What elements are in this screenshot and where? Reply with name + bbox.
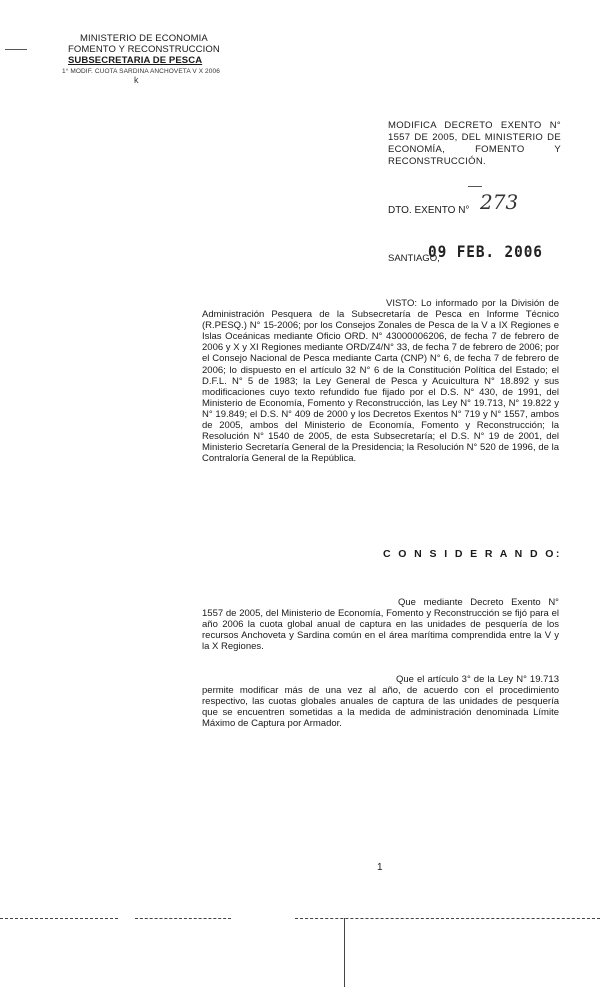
number-overline (468, 186, 482, 187)
header-ministry: MINISTERIO DE ECONOMIA (80, 33, 208, 44)
page-number: 1 (377, 862, 383, 873)
decree-number: 273 (480, 190, 519, 214)
scan-edge-line (295, 918, 600, 919)
scan-edge-line (0, 918, 118, 919)
handwritten-mark: k (134, 75, 139, 85)
margin-mark (5, 49, 27, 50)
header-subsecretaria: SUBSECRETARIA DE PESCA (68, 55, 203, 66)
scan-edge-line (135, 918, 231, 919)
decree-label: DTO. EXENTO N° (388, 205, 470, 216)
decree-subject: MODIFICA DECRETO EXENTO N° 1557 DE 2005, DEL MINISTERIO DE ECONOMÍA, FOMENTO Y RECONSTRUCCIÓN. (388, 120, 561, 167)
ministry-header (62, 33, 220, 77)
considerando-paragraph-1: Que mediante Decreto Exento N° 1557 de 2005, del Ministerio de Economía, Fomento y Reconstrucción se fijó para el año 2006 la cuota global anual de captura en las unidades de pesquería de los recursos Anchoveta y Sardina común en el área marítima comprendida entre la V y la X Regiones. (202, 597, 559, 653)
considerando-heading: C O N S I D E R A N D O: (383, 548, 562, 560)
header-file-reference: 1° MODIF. CUOTA SARDINA ANCHOVETA V X 2006 (62, 68, 220, 75)
date-stamp: 09 FEB. 2006 (428, 242, 543, 261)
header-fomento: FOMENTO Y RECONSTRUCCION (68, 44, 220, 55)
scan-fold-line (344, 918, 345, 987)
considerando-paragraph-2: Que el artículo 3° de la Ley N° 19.713 permite modificar más de una vez al año, de acuerdo con el procedimiento respectivo, las cuotas globales anuales de captura de las unidades de pesquería que se encuentren sometidas a la medida de administración denominada Límite Máximo de Captura por Armador. (202, 674, 559, 730)
visto-paragraph: VISTO: Lo informado por la División de Administración Pesquera de la Subsecretaría de Pesca en Informe Técnico (R.PESQ.) N° 15-2006; por los Consejos Zonales de Pesca de la V a IX Regiones e Islas Oceánicas mediante Oficio ORD. N° 43000006206, de fecha 7 de febrero de 2006 y X y XI Regiones mediante ORD/Z4/N° 33, de fecha 7 de febrero de 2006; por el Consejo Nacional de Pesca mediante Carta (CNP) N° 6, de fecha 7 de febrero de 2006; lo dispuesto en el artículo 32 N° 6 de la Constitución Política del Estado; el D.F.L. N° 5 de 1983; la Ley General de Pesca y Acuicultura N° 18.892 y sus modificaciones cuyo texto refundido fue fijado por el D.S. N° 430, de 1991, del Ministerio de Economía, Fomento y Reconstrucción, las Ley N° 19.713, N° 19.822 y N° 19.849; el D.S. N° 409 de 2000 y los Decretos Exentos N° 719 y N° 1557, ambos de 2005, ambos del Ministerio de Economía, Fomento y Reconstrucción; la Resolución N° 1540 de 2005, de esta Subsecretaría; el D.S. N° 19 de 2001, del Ministerio Secretaría General de la Presidencia; la Resolución N° 520 de 1996, de la Contraloría General de la República. (202, 298, 559, 465)
city-label: SANTIAGO, (388, 253, 440, 264)
